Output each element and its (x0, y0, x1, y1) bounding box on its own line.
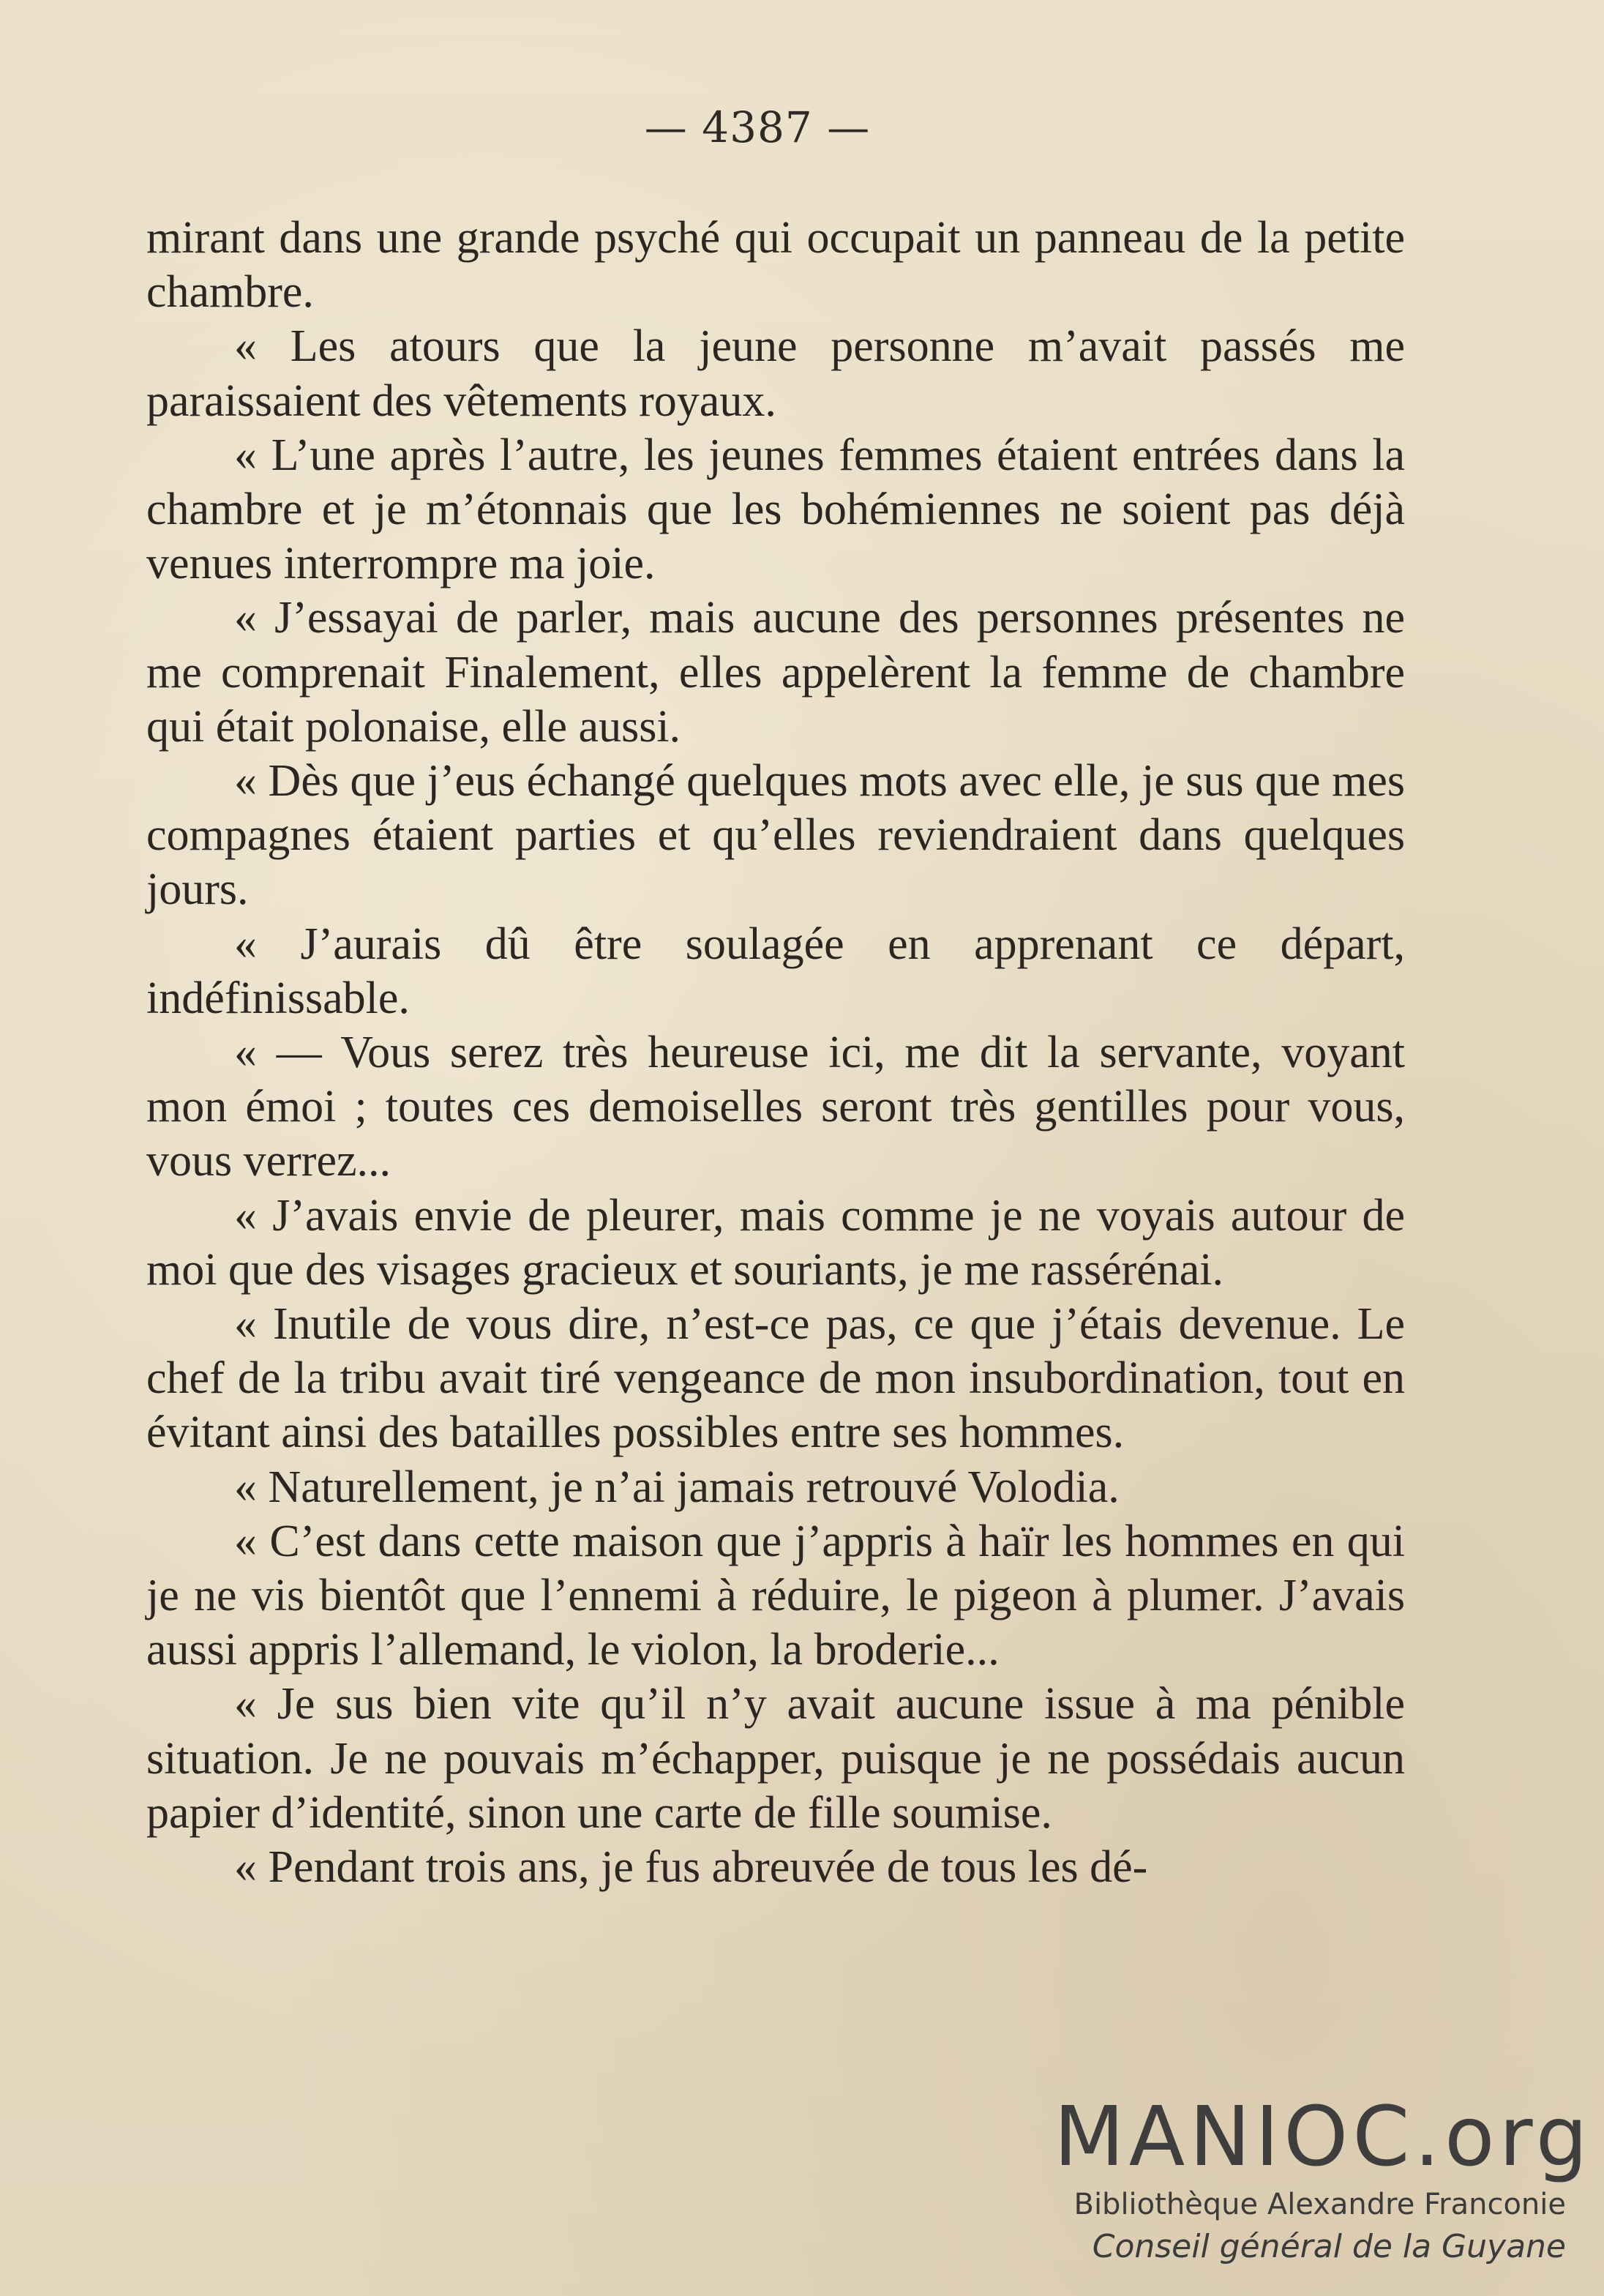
paragraph-9: « Inutile de vous dire, n’est-ce pas, ce que j’étais devenue. Le chef de la tribu avait tiré vengeance de mon insubordination, tout en évitant ainsi des batailles possibles entre ses hommes. (146, 1299, 1405, 1458)
paragraph-11: « C’est dans cette maison que j’appris à haïr les hommes en qui je ne vis bientôt que l’ennemi à réduire, le pigeon à plumer. J’avais aussi appris l’allemand, le violon, la broderie... (146, 1516, 1405, 1675)
body-text (146, 211, 1405, 1894)
watermark-library-name: Bibliothèque Alexandre Franconie (1073, 2188, 1566, 2221)
paragraph-6: « J’aurais dû être soulagée en apprenant ce départ, indéfinissable. (146, 919, 1405, 1023)
paragraph-12: « Je sus bien vite qu’il n’y avait aucune issue à ma pénible situation. Je ne pouvais m’échapper, puisque je ne possédais aucun papier d’identité, sinon une carte de fille soumise. (146, 1679, 1405, 1838)
paragraph-2: « Les atours que la jeune personne m’avait passés me paraissaient des vêtements royaux. (146, 321, 1405, 426)
paragraph-1: mirant dans une grande psyché qui occupait un panneau de la petite chambre. (146, 213, 1405, 318)
page-number: — 4387 — (644, 102, 871, 152)
paragraph-7: « — Vous serez très heureuse ici, me dit la servante, voyant mon émoi ; toutes ces demoiselles seront très gentilles pour vous, vous verrez... (146, 1028, 1405, 1186)
paragraph-8: « J’avais envie de pleurer, mais comme je ne voyais autour de moi que des visages gracieux et souriants, je me rassérénai. (146, 1190, 1405, 1295)
paragraph-10: « Naturellement, je n’ai jamais retrouvé Volodia. (234, 1462, 1120, 1512)
paragraph-13: « Pendant trois ans, je fus abreuvée de tous les dé- (234, 1842, 1148, 1893)
paragraph-5: « Dès que j’eus échangé quelques mots avec elle, je sus que mes compagnes étaient parties et qu’elles reviendraient dans quelques jours. (146, 756, 1405, 915)
watermark-council-name: Conseil général de la Guyane (1092, 2228, 1566, 2265)
manioc-logo: MANIOC.org (1054, 2090, 1592, 2185)
manioc-watermark (1054, 2090, 1592, 2269)
paragraph-4: « J’essayai de parler, mais aucune des personnes présentes ne me comprenait Finalement, elles appelèrent la femme de chambre qui était polonaise, elle aussi. (146, 593, 1405, 752)
paragraph-3: « L’une après l’autre, les jeunes femmes étaient entrées dans la chambre et je m’étonnais que les bohémiennes ne soient pas déjà venues interrompre ma joie. (146, 430, 1405, 589)
